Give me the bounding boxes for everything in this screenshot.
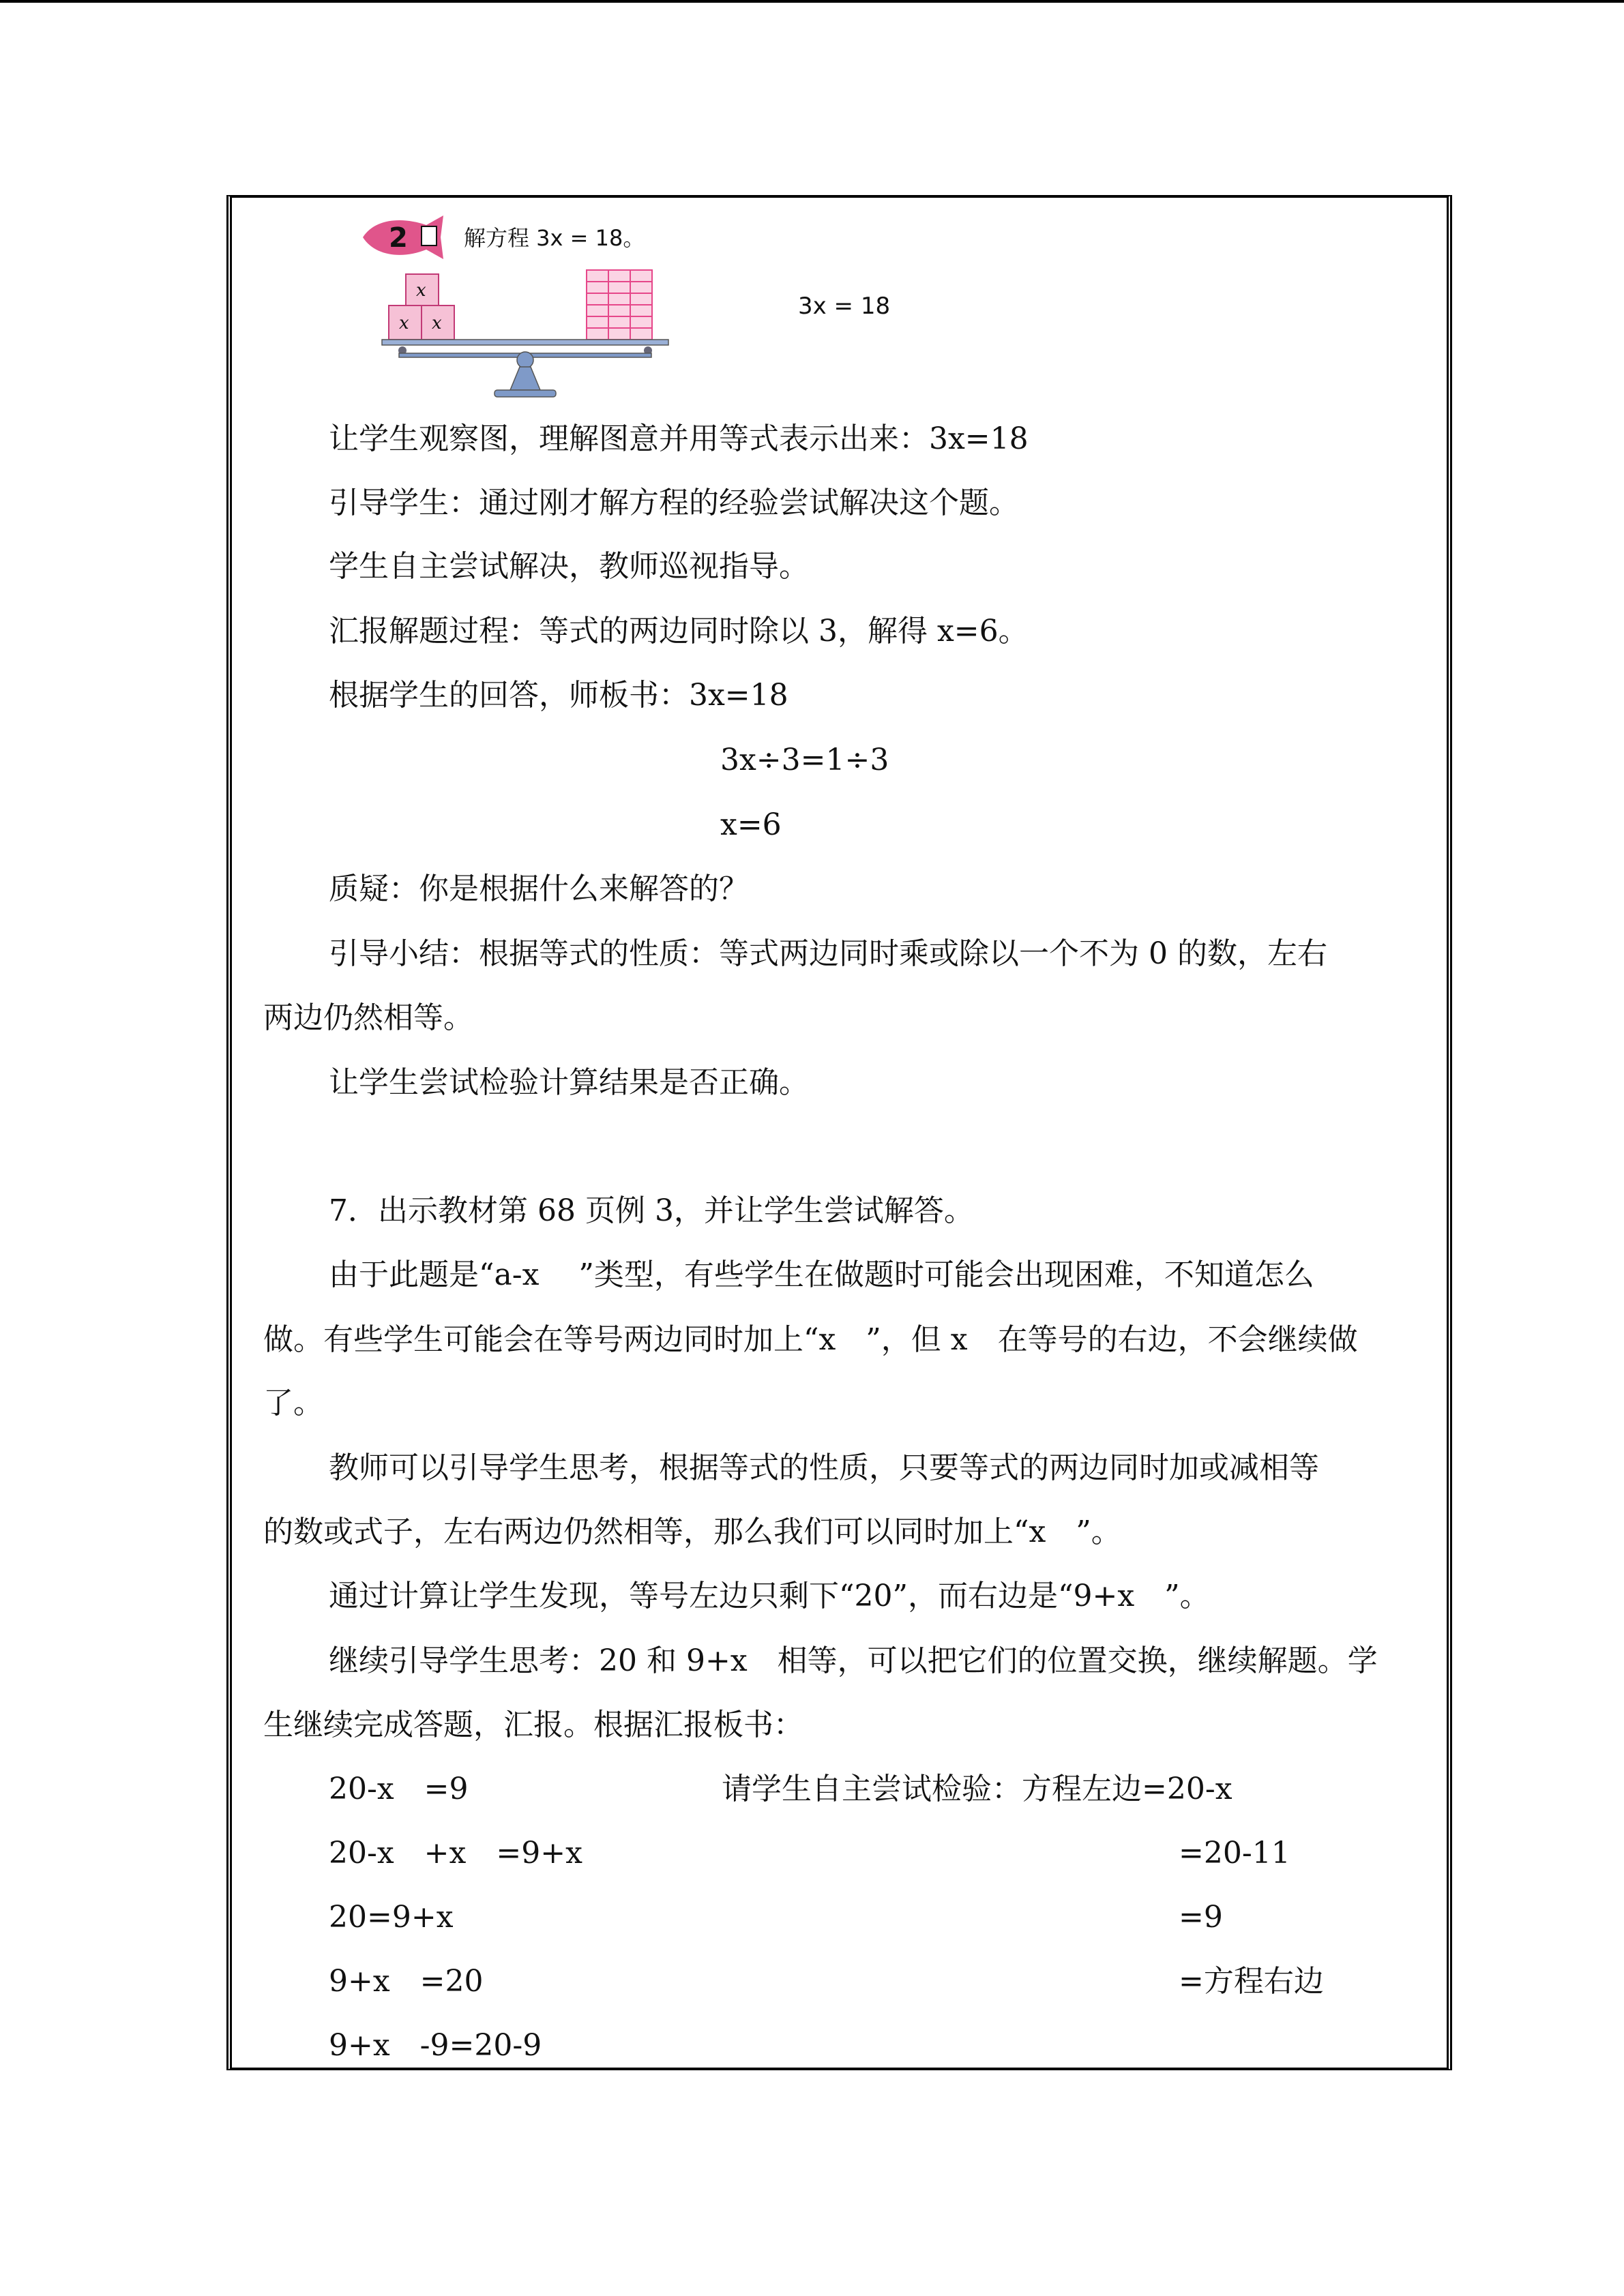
box-label-top: x bbox=[416, 280, 426, 301]
solve-step-4: 9+x =20 bbox=[329, 1964, 484, 1999]
box-label-right: x bbox=[432, 313, 442, 333]
check-line-4: =方程右边 bbox=[1179, 1964, 1324, 1999]
solve-step-1: 20-x =9 bbox=[329, 1772, 469, 1806]
line-self-try: 学生自主尝试解决，教师巡视指导。 bbox=[329, 549, 809, 584]
line-observe: 让学生观察图，理解图意并用等式表示出来：3x=18 bbox=[329, 421, 1029, 456]
figure-equation: 3x = 18 bbox=[798, 293, 891, 320]
line-example-3: 7．出示教材第 68 页例 3，并让学生尝试解答。 bbox=[329, 1193, 974, 1228]
line-teacher-b: 的数或式子，左右两边仍然相等，那么我们可以同时加上“x ”。 bbox=[263, 1515, 1121, 1549]
line-report: 汇报解题过程：等式的两边同时除以 3，解得 x=6。 bbox=[329, 614, 1029, 648]
line-guide: 引导学生：通过刚才解方程的经验尝试解决这个题。 bbox=[329, 486, 1019, 520]
line-board: 根据学生的回答，师板书：3x=18 bbox=[329, 678, 788, 713]
figure-title: 解方程 3x = 18。 bbox=[464, 225, 645, 251]
check-line-3: =9 bbox=[1179, 1900, 1223, 1935]
badge-number: 2 bbox=[389, 222, 408, 254]
line-difficulty-b: 做。有些学生可能会在等号两边同时加上“x ”，但 x 在等号的右边，不会继续做 bbox=[263, 1322, 1358, 1357]
line-difficulty-c: 了。 bbox=[263, 1386, 323, 1420]
line-difficulty-a: 由于此题是“a-x ”类型，有些学生在做题时可能会出现困难，不知道怎么 bbox=[329, 1257, 1314, 1292]
check-line-2: =20-11 bbox=[1179, 1836, 1290, 1870]
check-line-1: 请学生自主尝试检验：方程左边=20-x bbox=[722, 1772, 1232, 1806]
balance-scale-figure bbox=[361, 205, 853, 402]
box-label-left: x bbox=[399, 313, 409, 333]
line-check: 让学生尝试检验计算结果是否正确。 bbox=[329, 1065, 809, 1100]
fish-badge-icon bbox=[363, 215, 443, 259]
line-summary-a: 引导小结：根据等式的性质：等式两边同时乘或除以一个不为 0 的数，左右 bbox=[329, 936, 1327, 971]
scale-icon bbox=[382, 340, 668, 397]
line-discover: 通过计算让学生发现，等号左边只剩下“20”，而右边是“9+x ”。 bbox=[329, 1579, 1210, 1613]
line-question: 质疑：你是根据什么来解答的？ bbox=[329, 871, 749, 906]
solve-step-5: 9+x -9=20-9 bbox=[329, 2028, 542, 2063]
board-step-1: 3x÷3=1÷3 bbox=[720, 743, 889, 777]
line-summary-b: 两边仍然相等。 bbox=[263, 1000, 473, 1035]
line-continue-a: 继续引导学生思考：20 和 9+x 相等，可以把它们的位置交换，继续解题。学 bbox=[329, 1643, 1378, 1678]
unit-grid bbox=[587, 270, 652, 340]
page-top-edge bbox=[0, 0, 1624, 3]
solve-step-2: 20-x +x =9+x bbox=[329, 1836, 582, 1870]
board-step-2: x=6 bbox=[720, 807, 782, 842]
line-teacher-a: 教师可以引导学生思考，根据等式的性质，只要等式的两边同时加或减相等 bbox=[329, 1450, 1319, 1485]
solve-step-3: 20=9+x bbox=[329, 1900, 454, 1935]
line-continue-b: 生继续完成答题，汇报。根据汇报板书： bbox=[263, 1708, 803, 1742]
